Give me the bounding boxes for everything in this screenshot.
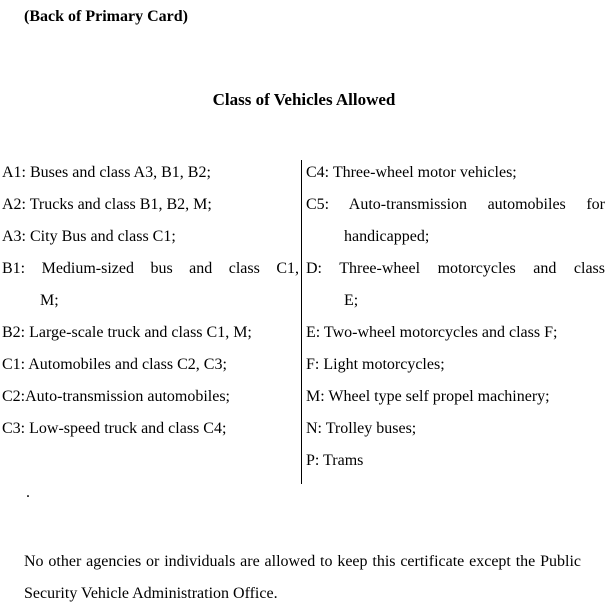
vehicle-class-entry: D: Three-wheel motorcycles and class: [306, 260, 605, 277]
vehicle-class-entry: A2: Trucks and class B1, B2, M;: [2, 196, 212, 213]
vehicle-class-entry: M;: [40, 292, 59, 309]
vehicle-class-entry: P: Trams: [306, 452, 364, 469]
footer-notice: No other agencies or individuals are allowed to keep this certificate except the Public Security Vehicle Administration Office.: [24, 553, 581, 602]
vehicle-class-entry: A1: Buses and class A3, B1, B2;: [2, 164, 211, 181]
vehicle-class-entry: B2: Large-scale truck and class C1, M;: [2, 324, 252, 341]
vehicle-class-entry: F: Light motorcycles;: [306, 356, 445, 373]
vehicle-class-list-left: [2, 160, 299, 448]
vehicle-class-list-right: [306, 160, 605, 480]
stray-dot: .: [26, 484, 30, 501]
vehicle-class-entry: C5: Auto-transmission automobiles for: [306, 196, 605, 213]
vehicle-class-entry: E;: [344, 292, 359, 309]
vehicle-class-entry: C3: Low-speed truck and class C4;: [2, 420, 227, 437]
vehicle-class-entry: handicapped;: [344, 228, 430, 245]
vehicle-class-entry: M: Wheel type self propel machinery;: [306, 388, 550, 405]
vehicle-class-entry: C4: Three-wheel motor vehicles;: [306, 164, 517, 181]
vehicle-class-entry: E: Two-wheel motorcycles and class F;: [306, 324, 558, 341]
vehicle-class-entry: N: Trolley buses;: [306, 420, 417, 437]
vehicle-class-entry: C1: Automobiles and class C2, C3;: [2, 356, 227, 373]
vehicle-class-entry: A3: City Bus and class C1;: [2, 228, 176, 245]
vehicle-class-entry: C2:Auto-transmission automobiles;: [2, 388, 230, 405]
page-title: Class of Vehicles Allowed: [212, 90, 396, 109]
column-divider: [301, 160, 302, 484]
card-side-label: (Back of Primary Card): [24, 8, 188, 25]
vehicle-class-entry: B1: Medium-sized bus and class C1,: [2, 260, 299, 277]
